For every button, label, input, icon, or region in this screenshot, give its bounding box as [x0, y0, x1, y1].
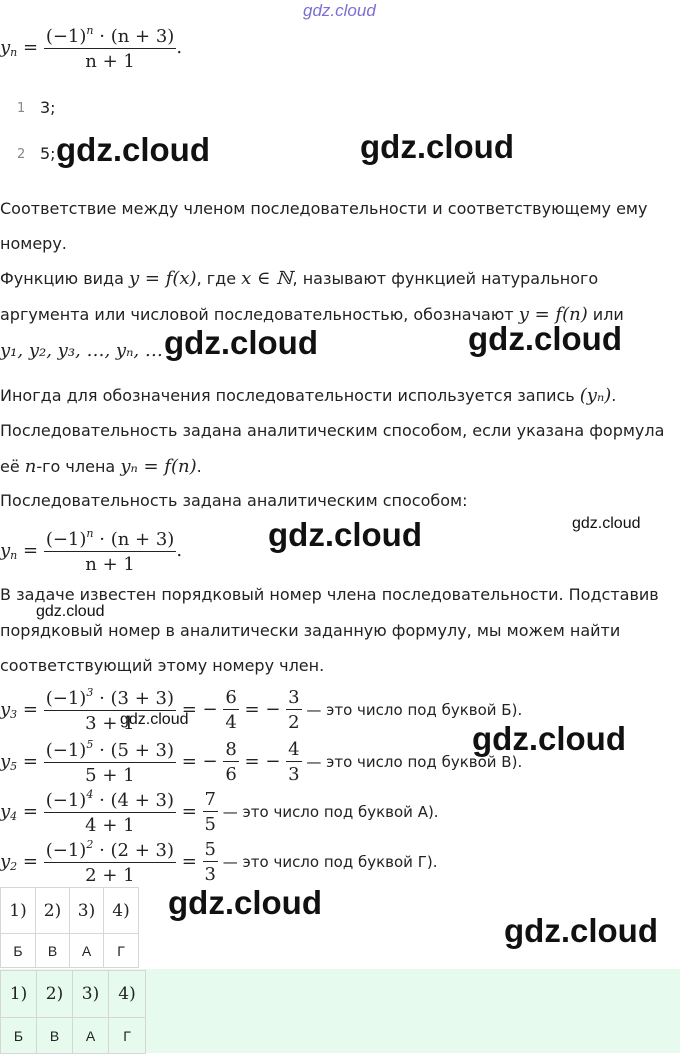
- calc-lhs-sub: 4: [10, 810, 18, 823]
- paragraph-notation: [0, 385, 616, 406]
- formula-num-rest: · (n + 3): [99, 26, 175, 47]
- text-segment: , называют функцией натурального: [292, 269, 599, 288]
- calc-result-fraction: [286, 739, 301, 785]
- calc-lhs-sub: 3: [10, 708, 18, 721]
- answer-table-cell: А: [70, 934, 104, 968]
- calc-num-exp: 4: [86, 788, 94, 801]
- option-value: 3;: [40, 98, 56, 117]
- answer-table-cell: Б: [1, 934, 36, 968]
- formula-fraction: [44, 527, 176, 575]
- calc-result-den: 2: [288, 712, 300, 733]
- watermark: gdz.cloud: [572, 515, 641, 532]
- watermark: gdz.cloud: [120, 711, 189, 728]
- math-inline: yₙ = f(n): [120, 456, 197, 477]
- calc-result-num: 8: [225, 739, 237, 760]
- sequence-formula-second: [0, 527, 182, 575]
- calculation-row: [0, 788, 439, 836]
- sequence-notation: y₁, y₂, y₃, …, yₙ, …: [0, 340, 163, 361]
- calc-sign: = −: [244, 699, 281, 720]
- calc-result-num: 6: [225, 687, 237, 708]
- answer-table-final-header: 1): [1, 971, 37, 1018]
- answer-table-final-header: 2): [37, 971, 73, 1018]
- calculation-row: [0, 838, 437, 886]
- calc-num-rest: · (4 + 3): [99, 790, 174, 811]
- paragraph-substitution-cont: порядковый номер в аналитически заданную формулу, мы можем найти: [0, 621, 621, 640]
- paragraph-definition-cont: номеру.: [0, 234, 67, 253]
- answer-table-header: 1): [1, 888, 36, 934]
- calc-num-exp: 5: [86, 738, 94, 751]
- watermark: gdz.cloud: [360, 128, 514, 165]
- calc-explanation: — это число под буквой А).: [218, 803, 439, 821]
- paragraph-definition: Соответствие между членом последовательности и соответствующему ему: [0, 199, 648, 218]
- calc-lhs: y: [0, 751, 11, 772]
- paragraph-substitution: В задаче известен порядковый номер члена последовательности. Подставив: [0, 585, 659, 604]
- answer-table-final-value-row: [1, 1018, 146, 1054]
- answer-table-final-cell: Б: [1, 1018, 37, 1054]
- calc-fraction: [44, 838, 176, 886]
- answer-table-cell: Г: [104, 934, 139, 968]
- option-number: 2: [17, 147, 26, 162]
- calc-lhs-sub: 5: [10, 760, 18, 773]
- calc-result-den: 4: [225, 712, 237, 733]
- formula-lhs-sub: n: [10, 46, 18, 59]
- calc-result-fraction: [223, 687, 238, 733]
- answer-table-final-header: 3): [73, 971, 109, 1018]
- watermark: gdz.cloud: [472, 720, 626, 757]
- text-segment: .: [611, 386, 617, 405]
- formula-tail: .: [176, 37, 183, 58]
- watermark: gdz.cloud: [36, 603, 105, 620]
- paragraph-analytic-given: Последовательность задана аналитическим способом:: [0, 491, 468, 510]
- calc-result-fraction: [286, 687, 301, 733]
- answer-table-final-cell: А: [73, 1018, 109, 1054]
- calc-explanation: — это число под буквой В).: [301, 753, 523, 771]
- calc-lhs: y: [0, 851, 11, 872]
- calc-num-rest: · (5 + 3): [99, 740, 174, 761]
- calc-result-den: 3: [204, 864, 216, 885]
- calc-result-num: 7: [204, 789, 216, 810]
- calc-fraction: [44, 738, 176, 786]
- equals-sign: =: [22, 699, 38, 720]
- calc-sign: = −: [181, 751, 218, 772]
- calc-num-base: (−1): [45, 790, 87, 811]
- answer-table-cell: В: [36, 934, 70, 968]
- answer-table-header-row: [1, 888, 139, 934]
- equals-sign: =: [22, 851, 38, 872]
- text-segment: , где: [196, 269, 242, 288]
- text-segment: -го члена: [36, 457, 121, 476]
- answer-table-header: 4): [104, 888, 139, 934]
- formula-lhs: y: [0, 37, 11, 58]
- formula-num-rest: · (n + 3): [99, 529, 175, 550]
- calc-num-base: (−1): [45, 840, 87, 861]
- calc-result-fraction: [203, 789, 218, 835]
- calc-lhs-sub: 2: [10, 860, 18, 873]
- answer-table-final: [0, 970, 146, 1054]
- answer-table-final-header-row: [1, 971, 146, 1018]
- calc-result-num: 5: [204, 839, 216, 860]
- calc-sign: = −: [181, 699, 218, 720]
- paragraph-analytic: Последовательность задана аналитическим способом, если указана формула: [0, 421, 665, 440]
- watermark: gdz.cloud: [164, 324, 318, 361]
- calc-result-fraction: [223, 739, 238, 785]
- text-segment: или: [587, 305, 624, 324]
- calc-lhs: y: [0, 801, 11, 822]
- text-segment: аргумента или числовой последовательностью, обозначают: [0, 305, 519, 324]
- equals-sign: =: [22, 751, 38, 772]
- calc-num-rest: · (3 + 3): [99, 688, 174, 709]
- option-number: 1: [17, 101, 26, 116]
- formula-fraction: [44, 24, 176, 72]
- answer-table-header: 3): [70, 888, 104, 934]
- calc-num-exp: 3: [86, 686, 94, 699]
- watermark: gdz.cloud: [268, 516, 422, 553]
- math-inline: x ∈ ℕ: [241, 268, 293, 289]
- calc-num-exp: 2: [86, 838, 94, 851]
- formula-den: n + 1: [85, 51, 135, 72]
- calc-fraction: [44, 788, 176, 836]
- equals-sign: =: [23, 540, 39, 561]
- calc-sign: = −: [244, 751, 281, 772]
- calc-num-base: (−1): [45, 688, 87, 709]
- calc-sign: =: [181, 851, 197, 872]
- watermark: gdz.cloud: [168, 884, 322, 921]
- formula-num-base: (−1): [45, 26, 87, 47]
- watermark: gdz.cloud: [468, 320, 622, 357]
- math-inline: y = f(n): [518, 304, 588, 325]
- math-inline: (yₙ): [579, 385, 612, 406]
- text-segment: Иногда для обозначения последовательности используется запись: [0, 386, 580, 405]
- text-segment: её: [0, 457, 25, 476]
- calc-sign: =: [181, 801, 197, 822]
- watermark: gdz.cloud: [56, 131, 210, 168]
- calc-den: 4 + 1: [85, 815, 135, 836]
- calc-result-den: 6: [225, 764, 237, 785]
- calc-explanation: — это число под буквой Б).: [301, 701, 523, 719]
- watermark: gdz.cloud: [504, 912, 658, 949]
- formula-lhs-sub: n: [10, 549, 18, 562]
- answer-table-value-row: [1, 934, 139, 968]
- formula-num-base: (−1): [45, 529, 87, 550]
- option-value: 5;: [40, 144, 56, 163]
- answer-table-final-cell: В: [37, 1018, 73, 1054]
- calculation-row: [0, 686, 522, 734]
- equals-sign: =: [23, 37, 39, 58]
- calc-num-rest: · (2 + 3): [99, 840, 174, 861]
- text-segment: .: [196, 457, 202, 476]
- sequence-formula-top: [0, 24, 182, 72]
- paragraph-substitution-end: соответствующий этому номеру член.: [0, 656, 325, 675]
- answer-table-header: 2): [36, 888, 70, 934]
- header-watermark: gdz.cloud: [303, 1, 376, 20]
- calc-result-num: 3: [288, 687, 300, 708]
- paragraph-function: [0, 268, 598, 289]
- math-inline: y = f(x): [129, 268, 197, 289]
- formula-num-exp: n: [86, 24, 94, 37]
- formula-den: n + 1: [85, 554, 135, 575]
- formula-lhs: y: [0, 540, 11, 561]
- equals-sign: =: [22, 801, 38, 822]
- calc-den: 3 + 1: [85, 713, 135, 734]
- answer-table: [0, 887, 139, 968]
- calc-result-den: 3: [288, 764, 300, 785]
- calc-den: 5 + 1: [85, 765, 135, 786]
- paragraph-analytic-cont: [0, 456, 202, 477]
- calculation-row: [0, 738, 522, 786]
- formula-tail: .: [176, 540, 183, 561]
- answer-table-final-cell: Г: [109, 1018, 146, 1054]
- answer-table-final-header: 4): [109, 971, 146, 1018]
- calc-result-num: 4: [288, 739, 300, 760]
- math-inline: n: [24, 456, 37, 477]
- calc-num-base: (−1): [45, 740, 87, 761]
- formula-num-exp: n: [86, 527, 94, 540]
- calc-explanation: — это число под буквой Г).: [218, 853, 438, 871]
- calc-result-den: 5: [204, 814, 216, 835]
- calc-result-fraction: [203, 839, 218, 885]
- text-segment: Функцию вида: [0, 269, 129, 288]
- calc-lhs: y: [0, 699, 11, 720]
- calc-den: 2 + 1: [85, 865, 135, 886]
